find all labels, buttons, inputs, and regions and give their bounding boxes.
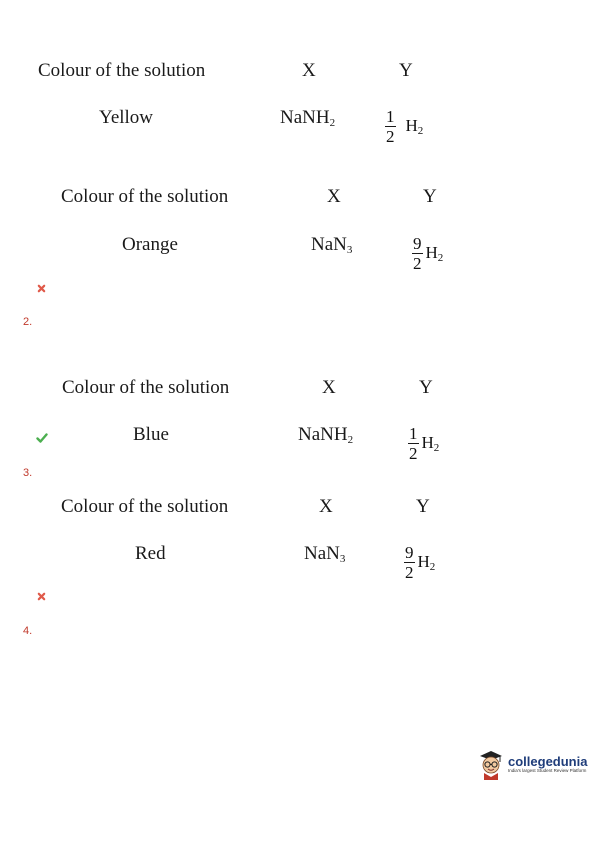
- option-4-x-value: NaN$_3$: [304, 543, 346, 565]
- option-2-cross-icon: [37, 284, 46, 293]
- option-2-y-fraction: $\frac{9}{2}$: [413, 234, 422, 273]
- option-number-3: 3.: [23, 467, 33, 479]
- option-2-y-value: $\frac{9}{2}$ $H_2$: [413, 234, 444, 273]
- option-2-header-y: Y: [423, 186, 437, 207]
- option-3-header-x: X: [322, 377, 336, 398]
- option-4-header-colour: Colour of the solution: [61, 496, 229, 517]
- option-3-header-y: Y: [419, 377, 433, 398]
- option-3-y-value: $\frac{1}{2}$ $H_2$: [409, 424, 440, 463]
- option-3-x-value: NaNH$_2$: [298, 424, 354, 446]
- option-4-cross-icon: [37, 592, 46, 601]
- option-1-y-fraction: $\frac{1}{2}$: [386, 107, 395, 146]
- option-2-header-colour: Colour of the solution: [61, 186, 229, 207]
- option-4-colour-value: Red: [135, 543, 166, 564]
- option-1-header-y: Y: [399, 60, 413, 81]
- option-1-header-colour: Colour of the solution: [38, 60, 206, 81]
- student-mascot-icon: [478, 748, 504, 780]
- option-3-header-colour: Colour of the solution: [62, 377, 230, 398]
- option-1-x-value: NaNH$_2$: [280, 107, 336, 129]
- option-4-y-fraction: $\frac{9}{2}$: [405, 543, 414, 582]
- option-1-y-value: $\frac{1}{2}$ $H_2$: [386, 107, 424, 146]
- logo-tagline: India's largest Student Review Platform: [508, 767, 587, 773]
- option-2-header-x: X: [327, 186, 341, 207]
- option-1-colour-value: Yellow: [99, 107, 154, 128]
- option-2-colour-value: Orange: [122, 234, 178, 255]
- collegedunia-logo: [478, 748, 587, 780]
- option-3-check-icon: [36, 433, 48, 443]
- option-4-y-value: $\frac{9}{2}$ $H_2$: [405, 543, 436, 582]
- option-2-x-value: NaN$_3$: [311, 234, 353, 256]
- option-number-2: 2.: [23, 316, 33, 328]
- option-number-4: 4.: [23, 625, 33, 637]
- option-4-header-x: X: [319, 496, 333, 517]
- option-4-header-y: Y: [416, 496, 430, 517]
- option-1-header-x: X: [302, 60, 316, 81]
- logo-name: collegedunia: [508, 753, 588, 769]
- option-3-colour-value: Blue: [133, 424, 169, 445]
- option-3-y-fraction: $\frac{1}{2}$: [409, 424, 418, 463]
